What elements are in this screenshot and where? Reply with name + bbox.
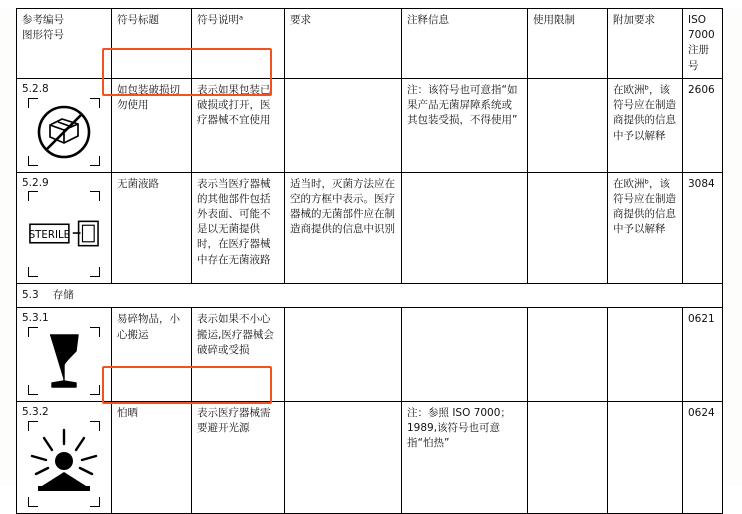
fragile-handle-with-care-icon [28, 327, 100, 395]
cell-title: 如包装破损切勿使用 [112, 78, 192, 172]
cell-requirement [285, 402, 402, 514]
svg-text:STERILE: STERILE [28, 230, 71, 242]
cell-requirement [285, 308, 402, 402]
header-ref-symbol [17, 9, 112, 79]
cell-iso: 2606 [683, 78, 723, 172]
symbols-table [16, 8, 723, 514]
cell-description: 表示医疗器械需要避开光源 [192, 402, 285, 514]
cell-title: 无菌液路 [112, 172, 192, 284]
cell-description: 表示当医疗器械的其他部件包括外表面、可能不是以无菌提供时，在医疗器械中存在无菌液路 [192, 172, 285, 284]
cell-iso: 3084 [683, 172, 723, 284]
section-row [17, 284, 723, 308]
header-iso-line2: 注册号 [688, 44, 709, 72]
ref-number: 5.2.8 [22, 82, 49, 95]
cell-requirement: 适当时，灭菌方法应在空的方框中表示。医疗器械的无菌部件应在制造商提供的信息中识别 [285, 172, 402, 284]
cell-restriction [528, 402, 608, 514]
table-body [17, 78, 723, 513]
header-row [17, 9, 723, 79]
cell-additional [608, 402, 683, 514]
ref-number: 5.3.1 [22, 312, 49, 325]
ref-number: 5.2.9 [22, 176, 49, 189]
header-iso [683, 9, 723, 79]
document-page [0, 8, 742, 486]
header-additional: 附加要求 [608, 9, 683, 79]
cell-note [402, 308, 528, 402]
cell-requirement [285, 78, 402, 172]
symbol-frame [28, 98, 100, 166]
keep-away-from-sunlight-icon [28, 421, 100, 507]
cell-note [402, 172, 528, 284]
cell-note: 注：该符号也可意指“如果产品无菌屏障系统或其包装受损，不得使用” [402, 78, 528, 172]
header-title: 符号标题 [112, 9, 192, 79]
sterile-fluid-path-icon [28, 191, 100, 277]
cell-additional: 在欧洲ᵇ，该符号应在制造商提供的信息中予以解释 [608, 78, 683, 172]
cell-restriction [528, 78, 608, 172]
table-row [17, 402, 723, 514]
header-iso-line1: ISO 7000 [688, 14, 715, 42]
cell-additional: 在欧洲ᵇ，该符号应在制造商提供的信息中予以解释 [608, 172, 683, 284]
header-note: 注释信息 [402, 9, 528, 79]
cell-iso: 0621 [683, 308, 723, 402]
table-header [17, 9, 723, 79]
header-ref-line1: 参考编号 [22, 14, 64, 26]
do-not-use-if-package-damaged-icon [28, 98, 100, 166]
cell-restriction [528, 172, 608, 284]
table-row [17, 78, 723, 172]
cell-ref-symbol [17, 308, 112, 402]
symbol-frame [28, 191, 100, 277]
cell-description: 表示如果不小心搬运,医疗器械会破碎或受损 [192, 308, 285, 402]
header-description: 符号说明ᵃ [192, 9, 285, 79]
cell-ref-symbol [17, 78, 112, 172]
section-label: 存储 [52, 289, 74, 302]
symbol-frame [28, 421, 100, 507]
cell-additional [608, 308, 683, 402]
header-requirement: 要求 [285, 9, 402, 79]
cell-ref-symbol [17, 402, 112, 514]
section-number: 5.3 [22, 289, 39, 302]
header-ref-line2: 图形符号 [22, 29, 64, 42]
cell-title: 怕晒 [112, 402, 192, 514]
section-heading [17, 284, 723, 308]
cell-description: 表示如果包装已破损或打开，医疗器械不宜使用 [192, 78, 285, 172]
cell-restriction [528, 308, 608, 402]
cell-iso: 0624 [683, 402, 723, 514]
table-row [17, 308, 723, 402]
cell-ref-symbol [17, 172, 112, 284]
table-row [17, 172, 723, 284]
ref-number: 5.3.2 [22, 406, 49, 419]
cell-title: 易碎物品，小心搬运 [112, 308, 192, 402]
cell-note: 注：参照 ISO 7000；1989,该符号也可意指“怕热” [402, 402, 528, 514]
header-restriction: 使用限制 [528, 9, 608, 79]
symbol-frame [28, 327, 100, 395]
